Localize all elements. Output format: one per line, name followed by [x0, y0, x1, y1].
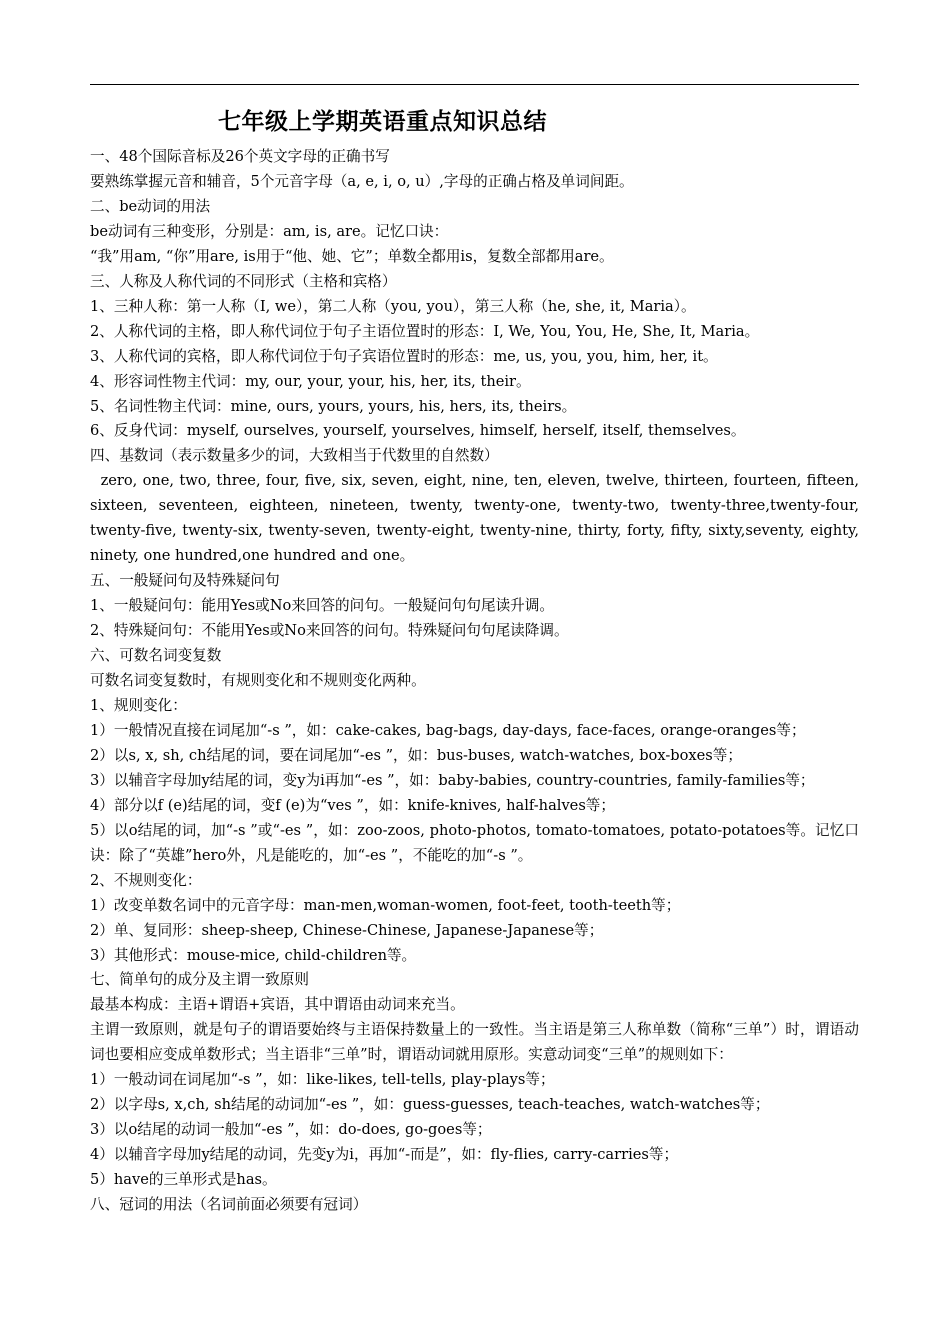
section-heading: 三、人称及人称代词的不同形式（主格和宾格） [90, 272, 397, 290]
paragraph-line: 可数名词变复数时，有规则变化和不规则变化两种。 [90, 672, 426, 690]
document-body [90, 145, 864, 1218]
section-heading: 四、基数词（表示数量多少的词，大致相当于代数里的自然数） [90, 447, 499, 465]
list-item: 2、人称代词的主格，即人称代词位于句子主语位置时的形态：I, We, You, You, He, She, It, Maria。 [90, 322, 760, 340]
list-item: 2）以字母s, x,ch, sh结尾的动词加“-es ”，如：guess-guesses, teach-teaches, watch-watches等； [90, 1096, 770, 1114]
section-heading: 七、简单句的成分及主谓一致原则 [90, 971, 309, 989]
section-heading: 六、可数名词变复数 [90, 647, 222, 665]
section-heading: 二、be动词的用法 [90, 197, 211, 215]
paragraph-block: zero, one, two, three, four, five, six, seven, eight, nine, ten, eleven, twelve, thirteen, fourteen, fifteen, sixteen, seventeen, eighteen, nineteen, twenty, twenty-one, twenty-two, twenty-three,twenty-four, twenty-five, twenty-six, twenty-seven, twenty-eight, twenty-nine, thirty, forty, fifty, sixty,seventy, eighty, ninety, one hundred,one hundred and one。 [90, 472, 864, 565]
list-item: 5）have的三单形式是has。 [90, 1171, 277, 1189]
section-heading: 八、冠词的用法（名词前面必须要有冠词） [90, 1196, 368, 1214]
list-item: 2）以s, x, sh, ch结尾的词，要在词尾加“-es ”，如：bus-buses, watch-watches, box-boxes等； [90, 746, 742, 764]
list-item: 1）一般动词在词尾加“-s ”，如：like-likes, tell-tells, play-plays等； [90, 1071, 555, 1089]
list-item: 1、一般疑问句：能用Yes或No来回答的问句。一般疑问句句尾读升调。 [90, 597, 554, 615]
document-title: 七年级上学期英语重点知识总结 [218, 108, 547, 135]
list-item: 6、反身代词：myself, ourselves, yourself, yourselves, himself, herself, itself, themselves。 [90, 422, 746, 440]
list-item: 3）以o结尾的动词一般加“-es ”，如：do-does, go-goes等； [90, 1121, 492, 1139]
section-heading: 一、48个国际音标及26个英文字母的正确书写 [90, 148, 390, 165]
list-item: 4）部分以f (e)结尾的词，变f (e)为“ves ”，如：knife-knives, half-halves等； [90, 796, 615, 814]
list-item: 4）以辅音字母加y结尾的动词，先变y为i，再加“-而是”，如：fly-flies, carry-carries等； [90, 1146, 679, 1164]
subheading: 2、不规则变化： [90, 871, 202, 889]
paragraph-block: 5）以o结尾的词，加“-s ”或“-es ”，如：zoo-zoos, photo-photos, tomato-tomatoes, potato-potatoes等。记忆口诀：除了“英雄”hero外，凡是能吃的，加“-es ”，不能吃的加“-s ”。 [90, 821, 859, 864]
list-item: 5、名词性物主代词：mine, ours, yours, yours, his, hers, its, theirs。 [90, 397, 577, 415]
header-rule [90, 84, 859, 85]
list-item: 3）以辅音字母加y结尾的词，变y为i再加“-es ”，如：baby-babies, country-countries, family-families等； [90, 771, 815, 789]
list-item: 1）改变单数名词中的元音字母：man-men,woman-women, foot-feet, tooth-teeth等； [90, 896, 681, 914]
paragraph-line: 最基本构成：主语+谓语+宾语，其中谓语由动词来充当。 [90, 996, 465, 1014]
list-item: 1、三种人称：第一人称（I, we），第二人称（you, you），第三人称（he, she, it, Maria）。 [90, 297, 696, 315]
list-item: 3）其他形式：mouse-mice, child-children等。 [90, 946, 417, 964]
list-item: 3、人称代词的宾格，即人称代词位于句子宾语位置时的形态：me, us, you, you, him, her, it。 [90, 347, 718, 365]
list-item: 2、特殊疑问句：不能用Yes或No来回答的问句。特殊疑问句句尾读降调。 [90, 622, 569, 640]
section-heading: 五、一般疑问句及特殊疑问句 [90, 572, 280, 590]
paragraph-line: be动词有三种变形，分别是：am, is, are。记忆口诀： [90, 222, 449, 240]
list-item: 1）一般情况直接在词尾加“-s ”，如：cake-cakes, bag-bags, day-days, face-faces, orange-oranges等； [90, 721, 806, 739]
paragraph-line: “我”用am, “你”用are, is用于“他、她、它”；单数全都用is，复数全部都用are。 [90, 247, 614, 265]
subheading: 1、规则变化： [90, 696, 187, 714]
paragraph-block: 主谓一致原则，就是句子的谓语要始终与主语保持数量上的一致性。当主语是第三人称单数（简称“三单”）时，谓语动词也要相应变成单数形式；当主语非“三单”时，谓语动词就用原形。实意动词变“三单”的规则如下： [90, 1021, 859, 1064]
list-item: 2）单、复同形：sheep-sheep, Chinese-Chinese, Japanese-Japanese等； [90, 921, 604, 939]
paragraph-line: 要熟练掌握元音和辅音，5个元音字母（a, e, i, o, u）,字母的正确占格及单词间距。 [90, 172, 634, 190]
list-item: 4、形容词性物主代词：my, our, your, your, his, her, its, their。 [90, 372, 531, 390]
